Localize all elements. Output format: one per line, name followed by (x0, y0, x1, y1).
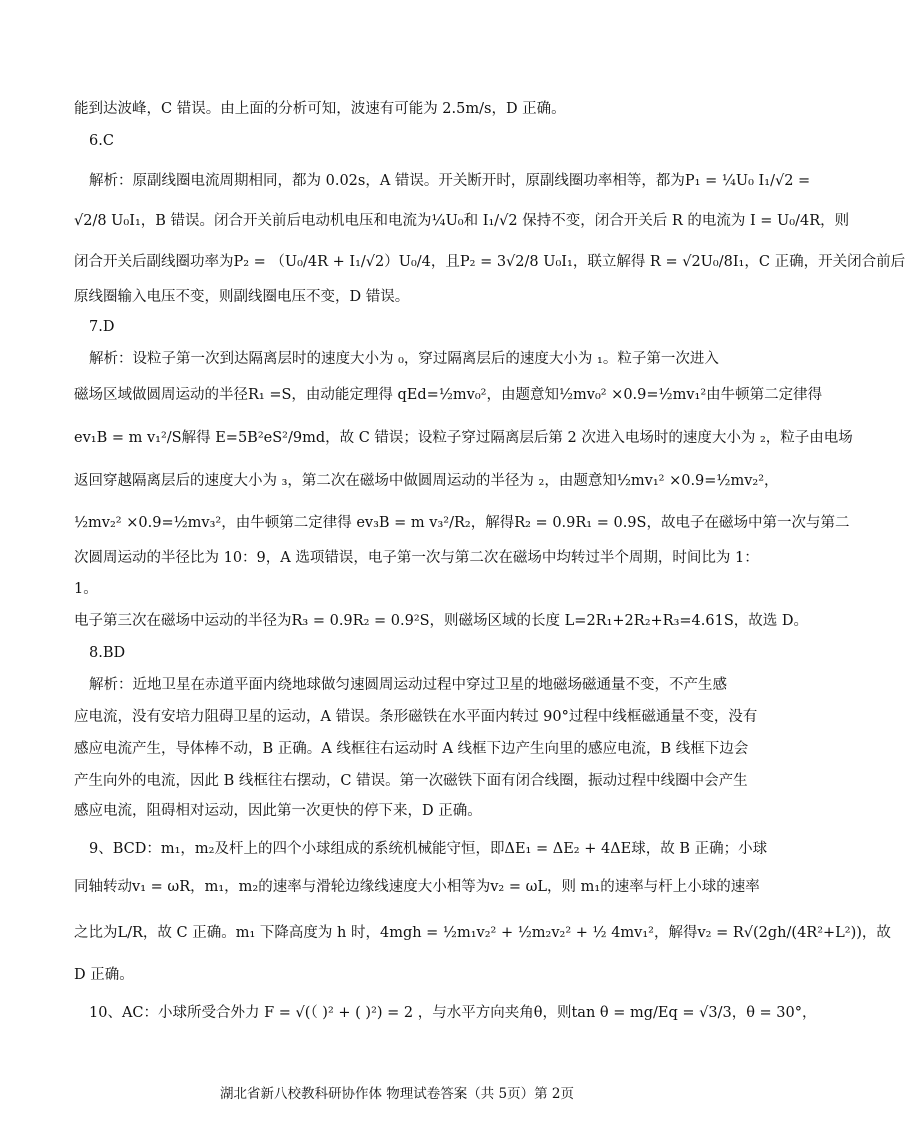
text-line: 产生向外的电流，因此 B 线框往右摆动，C 错误。第一次磁铁下面有闭合线圈，振动过程中线圈中会产生 (74, 773, 748, 789)
text-line: 1。 (74, 581, 98, 597)
text-line: 能到达波峰，C 错误。由上面的分析可知，波速有可能为 2.5m/s，D 正确。 (74, 101, 566, 117)
answer-heading: 6.C (89, 133, 114, 149)
text-line: √2/8 U₀I₁，B 错误。闭合开关前后电动机电压和电流为¼U₀和 I₁/√2 保持不变，闭合开关后 R 的电流为 I = U₀/4R，则 (74, 213, 850, 229)
text-line: 解析：设粒子第一次到达隔离层时的速度大小为 ₀，穿过隔离层后的速度大小为 ₁。粒子第一次进入 (89, 351, 719, 367)
text-line: 同轴转动v₁ = ωR，m₁，m₂的速率与滑轮边缘线速度大小相等为v₂ = ωL，则 m₁的速率与杆上小球的速率 (74, 879, 760, 895)
text-line: 次圆周运动的半径比为 10：9，A 选项错误，电子第一次与第二次在磁场中均转过半个周期，时间比为 1： (74, 550, 759, 566)
text-line: 原线圈输入电压不变，则副线圈电压不变，D 错误。 (74, 289, 410, 305)
text-line: 之比为L/R，故 C 正确。m₁ 下降高度为 h 时，4mgh = ½m₁v₂² + ½m₂v₂² + ½ 4mv₁²，解得v₂ = R√(2gh/(4R²+L²))，故 (74, 925, 891, 941)
text-line: 解析：近地卫星在赤道平面内绕地球做匀速圆周运动过程中穿过卫星的地磁场磁通量不变，不产生感 (89, 677, 727, 693)
text-line: 解析：原副线圈电流周期相同，都为 0.02s，A 错误。开关断开时，原副线圈功率相等，都为P₁ = ¼U₀ I₁/√2 = (89, 173, 811, 189)
text-line: 磁场区域做圆周运动的半径R₁ =S，由动能定理得 qEd=½mv₀²，由题意知½mv₀² ×0.9=½mv₁²由牛顿第二定律得 (74, 387, 823, 403)
text-line: 感应电流产生，导体棒不动，B 正确。A 线框往右运动时 A 线框下边产生向里的感应电流，B 线框下边会 (74, 741, 749, 757)
text-line: 10、AC：小球所受合外力 F = √(（ )² + ( )²) = 2 ，与水平方向夹角θ，则tan θ = mg/Eq = √3/3，θ = 30°， (89, 1005, 817, 1021)
text-line: 9、BCD：m₁，m₂及杆上的四个小球组成的系统机械能守恒，即ΔE₁ = ΔE₂ + 4ΔE球，故 B 正确；小球 (89, 841, 768, 857)
answer-heading: 8.BD (89, 645, 126, 661)
answer-heading: 7.D (89, 319, 115, 335)
page-footer: 湖北省新八校教科研协作体 物理试卷答案（共 5页）第 2页 (219, 1086, 575, 1102)
text-line: 闭合开关后副线圈功率为P₂ = （U₀/4R + I₁/√2）U₀/4，且P₂ = 3√2/8 U₀I₁，联立解得 R = √2U₀/8I₁，C 正确，开关闭合前后 (74, 254, 905, 270)
text-line: 电子第三次在磁场中运动的半径为R₃ = 0.9R₂ = 0.9²S，则磁场区域的长度 L=2R₁+2R₂+R₃=4.61S，故选 D。 (74, 613, 808, 629)
text-line: 返回穿越隔离层后的速度大小为 ₃，第二次在磁场中做圆周运动的半径为 ₂，由题意知½mv₁² ×0.9=½mv₂²， (74, 473, 779, 489)
text-line: 感应电流，阻碍相对运动，因此第一次更快的停下来，D 正确。 (74, 803, 482, 819)
text-line: ½mv₂² ×0.9=½mv₃²，由牛顿第二定律得 ev₃B = m v₃²/R₂，解得R₂ = 0.9R₁ = 0.9S，故电子在磁场中第一次与第二 (74, 515, 850, 531)
text-line: ev₁B = m v₁²/S解得 E=5B²eS²/9md，故 C 错误；设粒子穿过隔离层后第 2 次进入电场时的速度大小为 ₂，粒子由电场 (74, 430, 853, 446)
text-line: 应电流，没有安培力阻碍卫星的运动，A 错误。条形磁铁在水平面内转过 90°过程中线框磁通量不变，没有 (74, 709, 758, 725)
text-line: D 正确。 (74, 967, 134, 983)
